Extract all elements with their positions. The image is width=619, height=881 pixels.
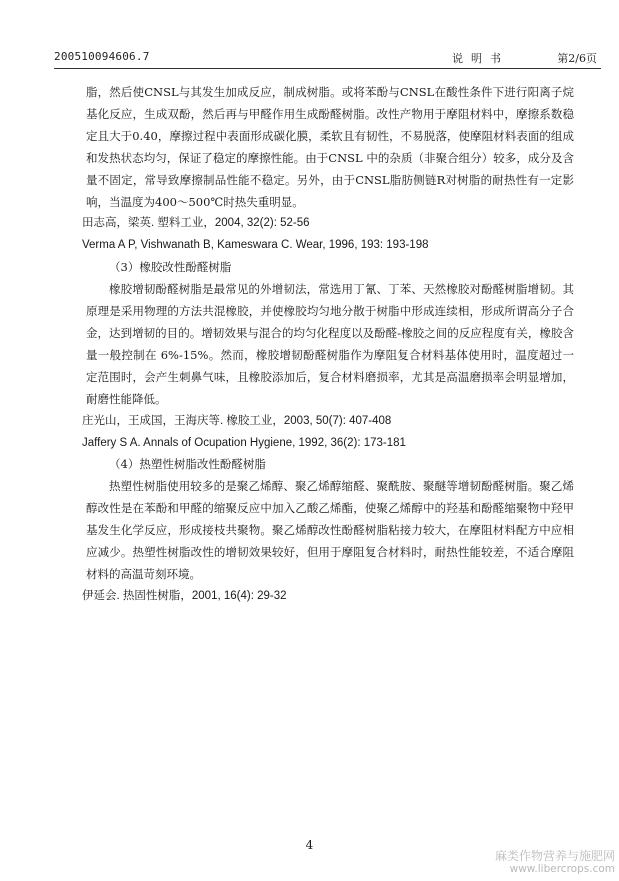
citation: 庄光山，王成国，王海庆等. 橡胶工业，2003, 50(7): 407-408: [82, 414, 392, 427]
header-divider: [54, 68, 601, 69]
watermark-site-name: 麻类作物营养与施肥网: [494, 849, 615, 863]
section-heading: （3）橡胶改性酚醛树脂: [109, 260, 232, 275]
page-label: 第2/6页: [557, 52, 597, 65]
document-body: [82, 82, 574, 608]
body-paragraph: 脂，然后使CNSL与其发生加成反应，制成树脂。或将苯酚与CNSL在酸性条件下进行阳离子烷基化反应，生成双酚，然后再与甲醛作用生成酚醛树脂。改性产物用于摩阻材料中，摩擦系数稳定且大于0.40，摩擦过程中表面形成碳化膜，柔软且有韧性，不易脱落，使摩阻材料表面的组成和发热状态均匀，保证了稳定的摩擦性能。由于CNSL 中的杂质（非聚合组分）较多，成分及含量不固定，常导致摩擦制品性能不稳定。另外，由于CNSL脂肪侧链R对树脂的耐热性有一定影响，当温度为400～500℃时热失重明显。: [86, 85, 574, 209]
citation: 伊延会. 热固性树脂，2001, 16(4): 29-32: [82, 589, 287, 602]
body-paragraph: 热塑性树脂使用较多的是聚乙烯醇、聚乙烯醇缩醛、聚酰胺、聚醚等增韧酚醛树脂。聚乙烯醇改性是在苯酚和甲醛的缩聚反应中加入乙酸乙烯酯，使聚乙烯醇中的羟基和酚醛缩聚物中羟甲基发生化学反应，形成接枝共聚物。聚乙烯醇改性酚醛树脂粘接力较大，在摩阻材料配方中应相应减少。热塑性树脂改性的增韧效果较好，但用于摩阻复合材料时，耐热性能较差，不适合摩阻材料的高温苛刻环境。: [86, 479, 574, 581]
citation: Verma A P, Vishwanath B, Kameswara C. Wear, 1996, 193: 193-198: [82, 239, 429, 252]
page-number: 4: [305, 838, 314, 852]
watermark-url: www.libercrops.com: [509, 863, 615, 875]
watermark: [495, 850, 615, 876]
body-paragraph: 橡胶增韧酚醛树脂是最常见的外增韧法，常选用丁氰、丁苯、天然橡胶对酚醛树脂增韧。其原理是采用物理的方法共混橡胶，并使橡胶均匀地分散于树脂中形成连续相，形成所谓高分子合金，达到增韧的目的。增韧效果与混合的均匀化程度以及酚醛-橡胶之间的反应程度有关，橡胶含量一般控制在 6%-15%。然而，橡胶增韧酚醛树脂作为摩阻复合材料基体使用时，温度超过一定范围时，会产生刺鼻气味，且橡胶添加后，复合材料磨损率，尤其是高温磨损率会明显增加，耐磨性能降低。: [86, 282, 574, 406]
section-heading: （4）热塑性树脂改性酚醛树脂: [109, 457, 266, 472]
document-type: 说明书: [452, 52, 509, 65]
application-number: 200510094606.7: [54, 50, 150, 63]
page-header: [54, 48, 597, 68]
citation: Jaffery S A. Annals of Ocupation Hygiene, 1992, 36(2): 173-181: [82, 436, 406, 449]
citation: 田志高，梁英. 塑料工业，2004, 32(2): 52-56: [82, 217, 310, 230]
